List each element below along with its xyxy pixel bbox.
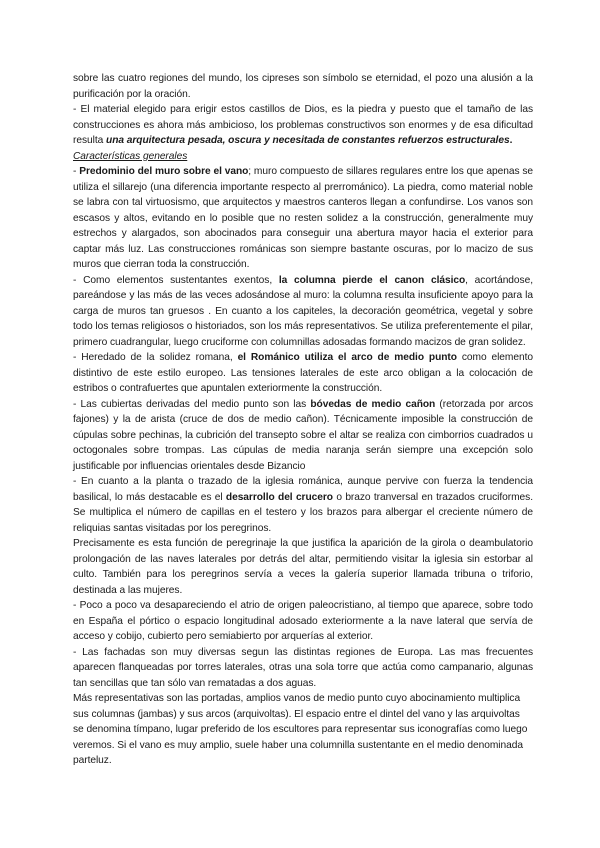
section-heading: Características generales — [73, 150, 188, 162]
text-segment: - Como elementos sustentantes exentos, — [73, 274, 279, 286]
paragraph-arco — [73, 350, 533, 397]
emphasis-text: desarrollo del crucero — [225, 491, 333, 503]
paragraph-portico: - Poco a poco va desapareciendo el atrio de origen paleocristiano, al tiempo que aparece, sobre todo en España el pórtico o espacio longitudinal adosado exteriormente a la nave lateral que servía de acceso y cobijo, cubierto pero semiabierto por arquerías al exterior. — [73, 600, 533, 642]
text-segment: - Las cubiertas derivadas del medio punto son las — [73, 398, 311, 410]
paragraph-portadas: Más representativas son las portadas, amplios vanos de medio punto cuyo abocinamiento multiplica sus columnas (jambas) y sus arcos (arquivoltas). El espacio entre el dintel del vano y las arquivoltas se denomina tímpano, lugar preferido de los escultores para representar sus iconografías como luego — [73, 693, 528, 735]
paragraph-cubiertas — [73, 397, 533, 475]
text-segment: , acortándose, pareándose y las más de las veces adosándose al muro: la columna resulta insuficiente apoyo para la carga de muros tan gruesos . En cuanto a los capiteles, la decoración geométrica, vegetal y sobre todo los temas religiosos o historiados, son los más representativos. Se utiliza preferentemente el pilar, primero cuadrangular, luego cruciforme con columnillas adosadas formando macizos de gran solidez. — [73, 274, 533, 348]
paragraph-muro — [73, 164, 533, 273]
text-segment: . — [509, 135, 513, 146]
paragraph-fachadas: - Las fachadas son muy diversas segun las distintas regiones de Europa. Las mas frecuentes aparecen flanqueadas por torres laterales, otras una sola torre que actúa como campanario, algunas tan sencillas que tan sólo van rematadas a dos aguas. — [73, 646, 533, 689]
text-segment: o brazo tranversal en trazados cruciformes. Se multiplica el número de capillas en el testero y los brazos para albergar el creciente número de reliquias santas visitadas por los peregrinos. — [73, 491, 533, 534]
text-segment: como elemento distintivo de este estilo europeo. Las tensiones laterales de este arco obligan a la colocación de estribos o contrafuertes que apuntalen exteriormente la construcción. — [73, 352, 533, 394]
text-segment: - En cuanto a la planta o trazado de la iglesia románica, aunque pervive con fuerza la tendencia basilical, lo más destacable es el — [73, 476, 533, 503]
paragraph-planta — [73, 474, 533, 536]
document-page — [73, 71, 533, 769]
emphasis-text: una arquitectura pesada, oscura y necesitada de constantes refuerzos estructurales — [106, 135, 510, 146]
emphasis-text: bóvedas de medio cañon — [310, 398, 436, 410]
text-segment: - — [73, 166, 80, 177]
paragraph-material — [73, 102, 533, 149]
text-segment: - El material elegido para erigir estos castillos de Dios, es la piedra y puesto que el tamaño de las construcciones es ahora más ambicioso, los problemas constructivos son enormes y de esa dificultad resulta — [73, 104, 533, 146]
emphasis-text: la columna pierde el canon clásico — [278, 274, 466, 286]
paragraph-columna — [73, 273, 533, 351]
emphasis-text: el Románico utiliza el arco de medio punto — [237, 352, 457, 363]
text-segment: - Heredado de la solidez romana, — [73, 352, 238, 363]
paragraph-parteluz: veremos. Si el vano es muy amplio, suele haber una columnilla sustentante en el medio denominada parteluz. — [73, 739, 523, 766]
paragraph-intro: sobre las cuatro regiones del mundo, los cipreses son símbolo se eternidad, el pozo una alusión a la purificación por la oración. — [73, 73, 533, 100]
emphasis-text: Predominio del muro sobre el vano — [79, 166, 249, 177]
paragraph-girola: Precisamente es esta función de peregrinaje la que justifica la aparición de la girola o deambulatorio prolongación de las naves laterales por detrás del altar, permitiendo visitar la iglesia sin estorbar al culto. También para los peregrinos servía a veces la galería superior llamada tribuna o triforio, destinada a las mujeres. — [73, 538, 533, 596]
text-segment: ; muro compuesto de sillares regulares entre los que apenas se utiliza el sillarejo (una diferencia importante respecto al prerrománico). La piedra, como material noble se labra con tal virtuosismo, que arquitectos y maestros canteros llegan a confundirse. Los vanos son escasos y altos, evitando en lo posible que no resten solidez a la construcción, generalmente muy estrechos y alargados, son abocinados para conseguir una abertura mayor hacia el exterior para captar más luz. Las construcciones románicas son siempre bastante oscuras, por lo macizo de sus muros que cierran toda la construcción. — [73, 166, 533, 270]
text-segment: (retorzada por arcos fajones) y la de arista (cruce de dos de medio cañon). Técnicamente imposible la construcción de cúpulas sobre pechinas, la cubrición del transepto sobre el altar se realiza con cimborrios cuadrados u octogonales sobre trompas. Las cúpulas de media naranja serán siempre una excepción solo justificable por influencias orientales desde Bizancio — [73, 398, 533, 472]
